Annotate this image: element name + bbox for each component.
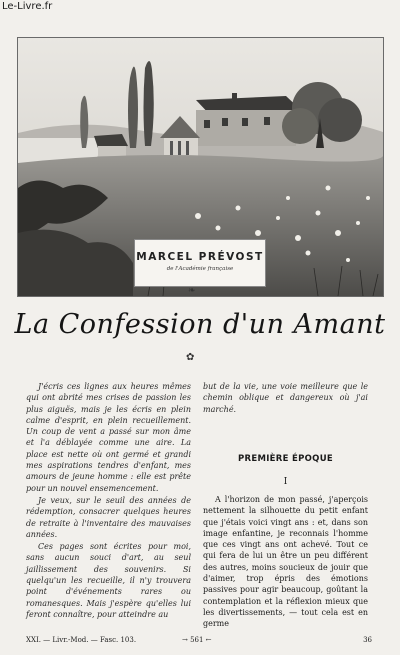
author-affiliation: de l'Académie française xyxy=(166,266,234,272)
source-watermark: Le-Livre.fr xyxy=(2,1,53,12)
page-number: → 561 ← xyxy=(182,636,212,644)
right-column-top xyxy=(203,381,368,416)
paragraph: Je veux, sur le seuil des années de rédemption, consacrer quelques heures de retraite à l'inventaire des mauvaises années. xyxy=(26,495,191,539)
section-number: I xyxy=(283,477,288,487)
author-plate xyxy=(134,239,266,287)
right-column-body xyxy=(203,494,368,631)
flower-ornament-icon: ✿ xyxy=(186,352,195,363)
left-column xyxy=(26,381,191,621)
paragraph: A l'horizon de mon passé, j'aperçois nettement la silhouette du petit enfant que j'étais voici vingt ans : et, dans son image enfantine, je reconnais l'homme que ces vingt ans ont achevé. Tout ce qui fera de lui un être un peu différent des autres, moins soucieux de jouir que d'aimer, trop épris des émotions passives pour agir beaucoup, goûtant la contemplation et la réflexion mieux que les divertissements, — tout cela est en germe xyxy=(203,495,368,629)
paragraph: but de la vie, une voie meilleure que le chemin oblique et dangereux où j'ai marché. xyxy=(203,382,368,414)
signature-number: 36 xyxy=(363,636,372,644)
issue-reference: XXI. — Livr.-Mod. — Fasc. 103. xyxy=(26,636,137,644)
paragraph: Ces pages sont écrites pour moi, sans aucun souci d'art, au seul jaillissement des souvenirs. Si quelqu'un les recueille, il n'y trouvera point d'événements rares ou romanesques. Mais j'espère qu'elles lui feront connaître, pour atteindre au xyxy=(26,542,191,619)
paragraph: J'écris ces lignes aux heures mêmes qui ont abrité mes crises de passion les plus aiguës, mais je les écris en plein calme d'esprit, en plein recueillement. Un coup de vent a passé sur mon âme et l'a déblayée comme une aire. La place est nette où ont germé et grandi mes aspirations tendres d'enfant, mes amours de jeune homme : elle est prête pour un nouvel ensemencement. xyxy=(26,382,191,493)
author-name: MARCEL PRÉVOST xyxy=(136,251,264,263)
fleuron-icon: ❧ xyxy=(188,286,196,296)
section-title: PREMIÈRE ÉPOQUE xyxy=(237,454,334,464)
article-title: La Confession d'un Amant xyxy=(14,309,386,340)
